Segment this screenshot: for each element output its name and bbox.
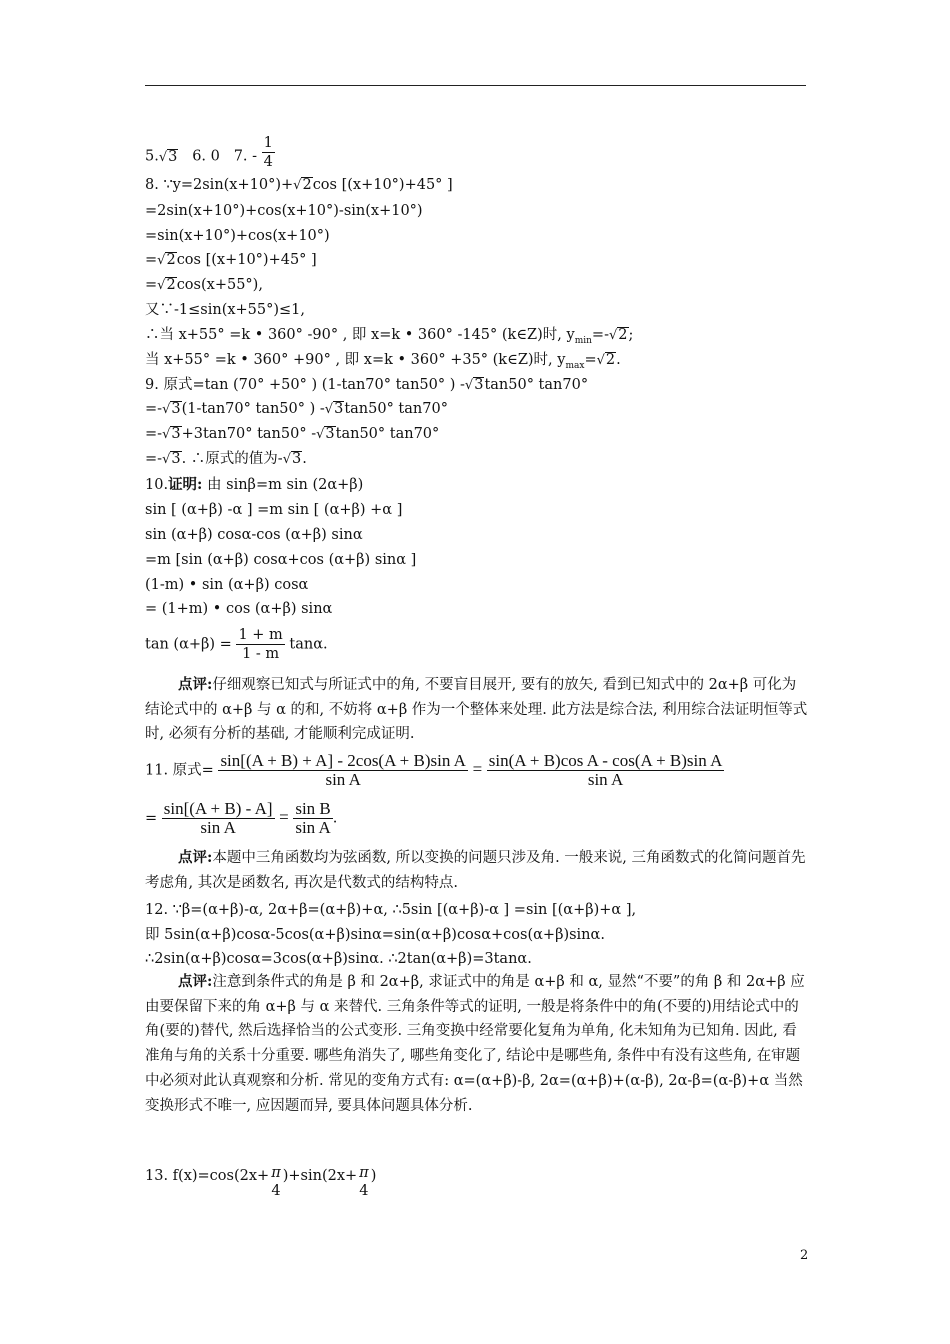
page-number: 2 — [800, 1248, 809, 1263]
answer-11-line-2: = $\frac{\sin[(A + B) - A]}{\text{sin A}}$ = $\frac{\text{sin B}}{\text{sin A}}$ . — [145, 799, 338, 837]
fraction: $\frac{\sin[(A + B) - A]}{\text{sin A}}$ — [163, 799, 273, 837]
comment-2: 点评:本题中三角函数均为弦函数, 所以变换的问题只涉及角. 一般来说, 三角函数式的化简问题首先考虑角, 其次是函数名, 再次是代数式的结构特点. — [145, 849, 806, 891]
answer-9-line-2: =-√3(1-tan70° tan50° ) -√3tan50° tan70° — [145, 401, 448, 417]
answer-8-line-5: =√2cos(x+55°), — [145, 277, 263, 293]
fraction: $\frac{\text{sin B}}{\text{sin A}}$ — [295, 799, 331, 837]
fraction: $\frac{\text{sin[(A + B) + A] - 2cos(A + B)sin A}}{\text{sin A}}$ — [220, 751, 466, 789]
answer-8-line-2: =2sin(x+10°)+cos(x+10°)-sin(x+10°) — [145, 203, 423, 219]
answer-10-line-6: = (1+m) • cos (α+β) sinα — [145, 601, 333, 617]
answer-8-line-3: =sin(x+10°)+cos(x+10°) — [145, 228, 330, 244]
header-rule — [145, 85, 806, 86]
fraction: π 4 — [271, 1165, 281, 1199]
comment-1: 点评:仔细观察已知式与所证式中的角, 不要盲目展开, 要有的放矢, 看到已知式中的 2α+β 可化为结论式中的 α+β 与 α 的和, 不妨将 α+β 作为一个整体来处理. 此方法是综合法, 利用综合法证明恒等式时, 必须有分析的基础, 才能顺利完成证明. — [145, 676, 808, 743]
answer-10-line-5: (1-m) • sin (α+β) cosα — [145, 577, 309, 593]
answer-9-line-1: 9. 原式=tan (70° +50° ) (1-tan70° tan50° ) -√3tan50° tan70° — [145, 377, 589, 393]
answer-10-line-1: 10.证明: 由 sinβ=m sin (2α+β) — [145, 476, 364, 493]
answer-10-line-2: sin [ (α+β) -α ] =m sin [ (α+β) +α ] — [145, 502, 403, 518]
answer-9-line-4: =-√3. ∴原式的值为-√3. — [145, 451, 307, 467]
answer-5-7: 5.√3 6. 0 7. - $\frac{1}{4}$ — [145, 135, 273, 170]
answer-8-line-7: ∴当 x+55° =k • 360° -90° , 即 x=k • 360° -145° (k∈Z)时, $y_{min}=-√2$; — [145, 327, 634, 346]
answer-9-line-3: =-√3+3tan70° tan50° -√3tan50° tan70° — [145, 426, 440, 442]
fraction: $\frac{\text{sin(A + B)cos A - cos(A + B)sin A}}{\text{sin A}}$ — [488, 751, 723, 789]
answer-12-line-1: 12. ∵β=(α+β)-α, 2α+β=(α+β)+α, ∴5sin [(α+β)-α ] =sin [(α+β)+α ], — [145, 902, 637, 918]
answer-8-line-6: 又∵-1≤sin(x+55°)≤1, — [145, 302, 306, 318]
answer-12-line-2: 即 5sin(α+β)cosα-5cos(α+β)sinα=sin(α+β)cosα+cos(α+β)sinα. — [145, 927, 605, 943]
sqrt-symbol: √ — [158, 149, 168, 165]
answer-10-line-4: =m [sin (α+β) cosα+cos (α+β) sinα ] — [145, 552, 417, 568]
answer-8-line-8: 当 x+55° =k • 360° +90° , 即 x=k • 360° +35° (k∈Z)时, $y_{max}=√2$. — [145, 352, 621, 371]
answer-10-line-3: sin (α+β) cosα-cos (α+β) sinα — [145, 527, 363, 543]
answer-8-line-1: 8. ∵y=2sin(x+10°)+√2cos [(x+10°)+45° ] — [145, 177, 453, 193]
fraction: $\frac{1}{4}$ — [263, 135, 273, 170]
fraction: $\frac{1 + m}{1 - m}$ — [238, 627, 283, 662]
comment-3: 点评:注意到条件式的角是 β 和 2α+β, 求证式中的角是 α+β 和 α, 显然“不要”的角 β 和 2α+β 应由要保留下来的角 α+β 与 α 来替代. 三角条件等式的证明, 一般是将条件中的角(不要的)用结论式中的角(要的)替代, 然后选择恰当的公式变形. 三角变换中经常要化复角为单角, 化未知角为已知角. 因此, 看准角与角的关系十分重要. 哪些角消失了, 哪些角变化了, 结论中是哪些角, 条件中有没有这些角, 在审题中必须对此认真观察和分析. 常见的变角方式有: α=(α+β)-β, 2α=(α+β)+(α-β), 2α-β=(α-β)+α 当然变换形式不唯一, 应因题而异, 要具体问题具体分析. — [145, 973, 805, 1114]
answer-13: 13. f(x)=cos(2x+ π 4 )+sin(2x+ π 4 ) — [145, 1165, 377, 1199]
fraction: π 4 — [359, 1165, 369, 1199]
answer-8-line-4: =√2cos [(x+10°)+45° ] — [145, 252, 317, 268]
answer-10-line-7: tan (α+β) = $\frac{1 + m}{1 - m}$ tanα. — [145, 627, 328, 662]
sqrt-radicand: 3 — [168, 148, 178, 165]
answer-11-line-1: 11. 原式= $\frac{\text{sin[(A + B) + A] - 2cos(A + B)sin A}}{\text{sin A}}$ = $\frac{\text{sin(A + B)cos A - cos(A + B)sin A}}{\text{sin A}}$ — [145, 751, 723, 789]
answer-12-line-3: ∴2sin(α+β)cosα=3cos(α+β)sinα. ∴2tan(α+β)=3tanα. — [145, 951, 532, 967]
